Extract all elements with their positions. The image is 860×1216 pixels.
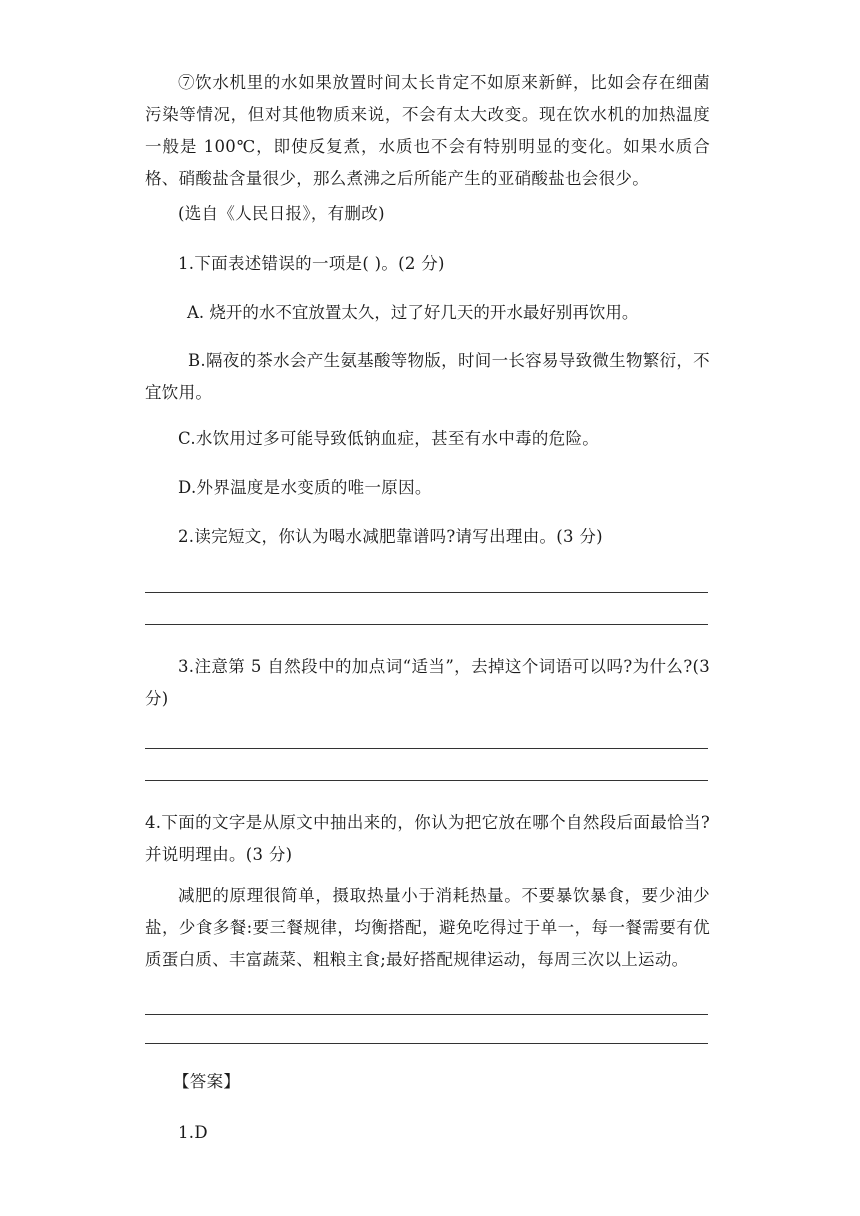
- question-1-option-b: B.隔夜的茶水会产生氨基酸等物版，时间一长容易导致微生物繁衍，不宜饮用。: [145, 351, 710, 402]
- answer-line: [145, 592, 708, 593]
- answers-heading: 【答案】: [173, 1072, 241, 1091]
- passage-paragraph-7: ⑦饮水机里的水如果放置时间太长肯定不如原来新鲜，比如会存在细菌污染等情况，但对其他物质来说，不会有太大改变。现在饮水机的加热温度一般是 100℃，即使反复煮，水质也不会有特别明显的变化。如果水质合格、硝酸盐含量很少，那么煮沸之后所能产生的亚硝酸盐也会很少。: [145, 73, 710, 188]
- question-3-stem: 3.注意第 5 自然段中的加点词“适当”，去掉这个词语可以吗?为什么?(3 分): [145, 657, 710, 708]
- answer-1: 1.D: [178, 1123, 208, 1142]
- answer-line: [145, 1043, 708, 1044]
- question-4-excerpt: 减肥的原理很简单，摄取热量小于消耗热量。不要暴饮暴食，要少油少盐，少食多餐:要三餐规律，均衡搭配，避免吃得过于单一，每一餐需要有优质蛋白质、丰富蔬菜、粗粮主食;最好搭配规律运动，每周三次以上运动。: [145, 886, 710, 969]
- answer-line: [145, 748, 708, 749]
- answer-line: [145, 624, 708, 625]
- question-4-stem: 4.下面的文字是从原文中抽出来的，你认为把它放在哪个自然段后面最恰当?并说明理由。(3 分): [145, 813, 710, 864]
- answer-line: [145, 1014, 708, 1015]
- question-1-option-d: D.外界温度是水变质的唯一原因。: [178, 478, 432, 497]
- question-1-option-a: A. 烧开的水不宜放置太久，过了好几天的开水最好别再饮用。: [187, 303, 639, 322]
- question-1-option-c: C.水饮用过多可能导致低钠血症，甚至有水中毒的危险。: [178, 429, 600, 448]
- question-1-stem: 1.下面表述错误的一项是( )。(2 分): [178, 254, 445, 273]
- question-2-stem: 2.读完短文，你认为喝水减肥靠谱吗?请写出理由。(3 分): [178, 527, 603, 546]
- source-note: (选自《人民日报》，有删改): [178, 204, 385, 223]
- answer-line: [145, 780, 708, 781]
